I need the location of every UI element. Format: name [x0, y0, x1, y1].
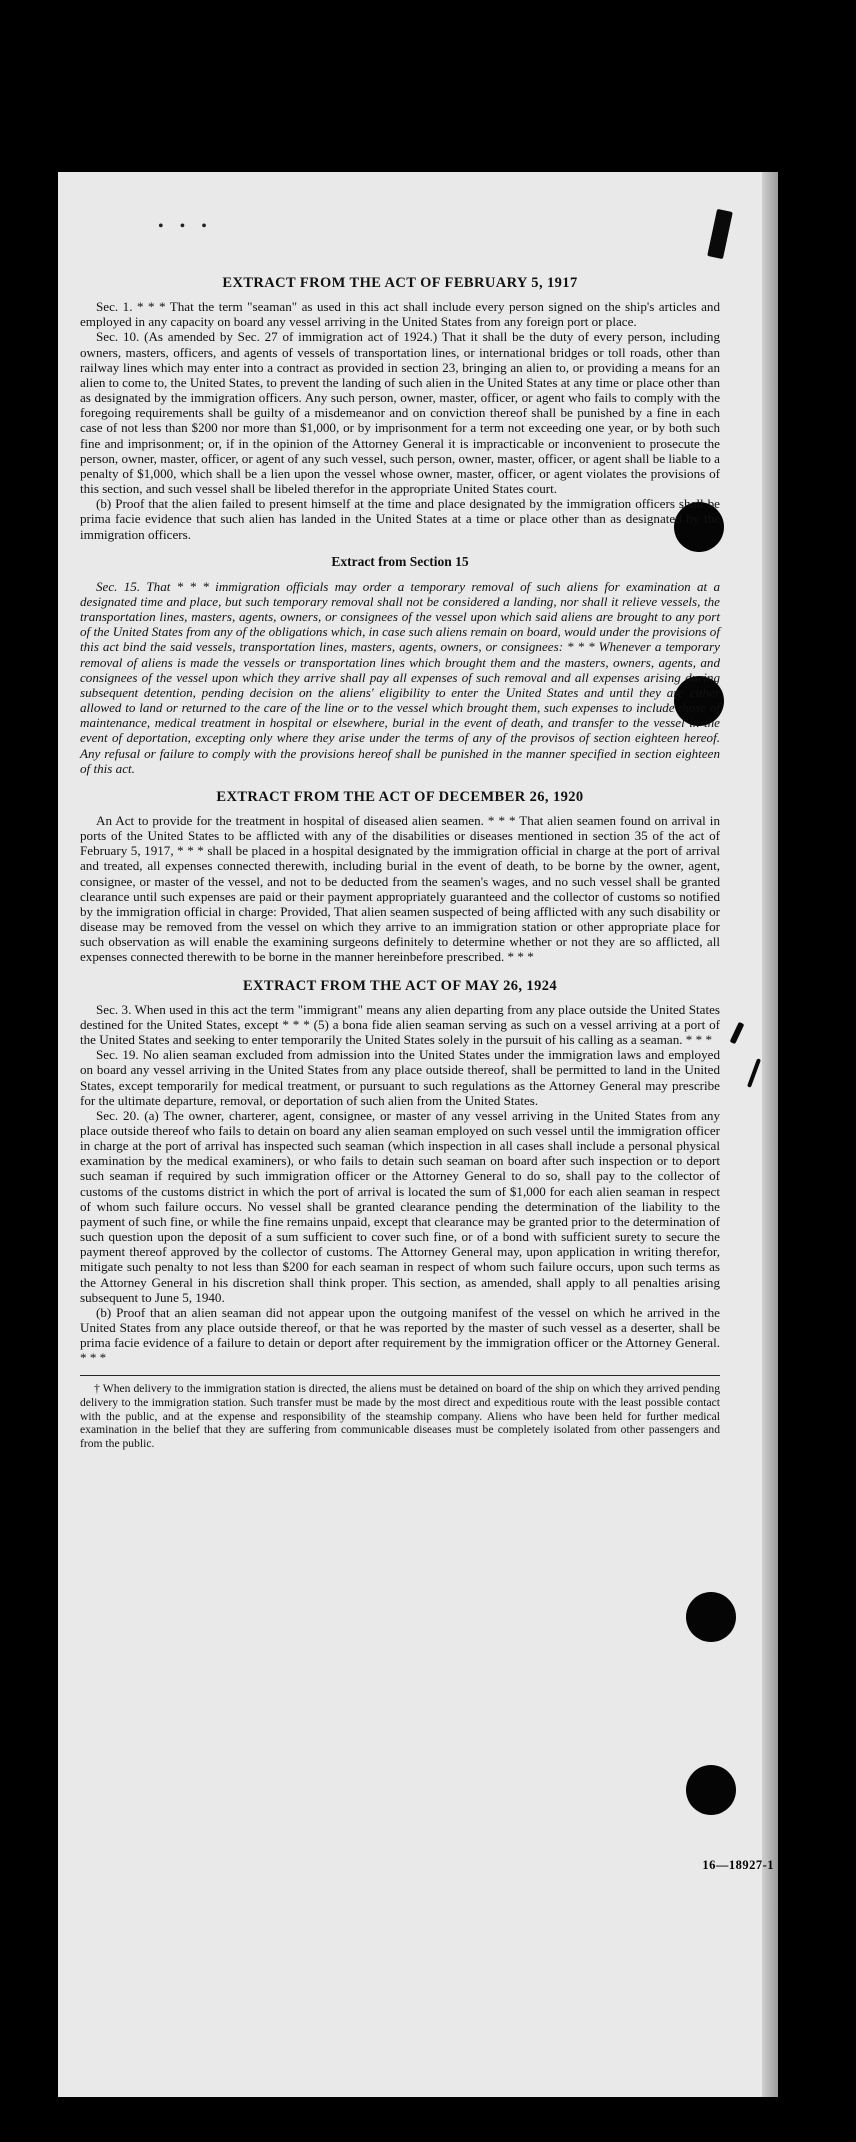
paragraph: Sec. 19. No alien seaman excluded from admission into the United States under the immigration laws and employed on board any vessel arriving in the United States from any place outside thereof, shall be permitted to land in the United States, except temporarily for medical treatment, or pursuant to such regulations as the Attorney General may prescribe for the ultimate departure, removal, or deportation of such alien from the United States.: [80, 1047, 720, 1108]
footnote-text: † When delivery to the immigration station is directed, the aliens must be detained on board of the ship on which they arrived pending delivery to the immigration station. Such transfer must be made by the most direct and expeditious route with the least possible contact with the public, and at the expense and responsibility of the steamship company. Aliens who have been held for further medical examination in the belief that they are suffering from communicable diseases must be completely isolated from other passengers and from the public.: [80, 1382, 720, 1450]
footnote: [80, 1382, 720, 1450]
paragraph: Sec. 20. (a) The owner, charterer, agent, consignee, or master of any vessel arriving in the United States from any place outside thereof who fails to detain on board any alien seaman employed on such vessel until the immigration officer in charge at the port of arrival has inspected such seaman (which inspection in all cases shall include a personal physical examination by the medical examiners), or who fails to detain such seaman on board after such inspection or to deport such seaman if required by such immigration officer or the Attorney General to do so, shall pay to the collector of customs of the customs district in which the port of arrival is located the sum of $1,000 for each alien seaman in respect of whom such failure occurs. No vessel shall be granted clearance pending the determination of the liability to the payment of such fine, or while the fine remains unpaid, except that clearance may be granted prior to the determination of such question upon the deposit of a sum sufficient to cover such fine, or of a bond with sufficient surety to secure the payment thereof approved by the collector of customs. The Attorney General may, upon application in writing therefor, mitigate such penalty to not less than $200 for each seaman in respect of whom such failure occurs, upon such terms as the Attorney General in his discretion shall think proper. This section, as amended, shall apply to all penalties arising subsequent to June 5, 1940.: [80, 1107, 720, 1305]
punch-hole: [686, 1592, 736, 1642]
form-number: 16—18927-1: [702, 1858, 774, 1872]
paragraph: An Act to provide for the treatment in hospital of diseased alien seamen. * * * That alien seamen found on arrival in ports of the United States to be afflicted with any of the disabilities or diseases mentioned in section 35 of the act of February 5, 1917, * * * shall be placed in a hospital designated by the immigration official in charge at the port of arrival and treated, all expenses connected therewith, including burial in the event of death, to be borne by the owner, agent, consignee, or master of the vessel, and not to be deducted from the seamen's wages, and no such vessel shall be granted clearance until such expenses are paid or their payment appropriately guaranteed and the collector of customs so notified by the immigration official in charge: Provided, That alien seamen suspected of being afflicted with any such disability or disease may be removed from the vessel on which they arrive to an immigration station or other appropriate place for such observation as will enable the examining surgeons definitely to determine whether or not they are so afflicted, all expenses connected therewith to be borne in the manner hereinbefore prescribed. * * *: [80, 813, 720, 965]
section-heading: EXTRACT FROM THE ACT OF MAY 26, 1924: [242, 977, 558, 994]
section-act-1920: [80, 790, 720, 965]
page-edge-shadow: [762, 172, 778, 2097]
stray-marks: • • •: [158, 218, 213, 235]
section-extract-15: [80, 554, 720, 776]
paragraph: Sec. 10. (As amended by Sec. 27 of immigration act of 1924.) That it shall be the duty of every person, including owners, masters, officers, and agents of vessels of transportation lines, or international bridges or toll roads, other than railway lines which may enter into a contract as provided in section 23, bringing an alien to, or providing a means for an alien to come to, the United States, to prevent the landing of such alien in the United States at any time or place other than as designated by the immigration officers. Any such person, owner, master, officer, or agent who fails to comply with the foregoing requirements shall be guilty of a misdemeanor and on conviction thereof shall be punished by a fine in each case of not less than $200 nor more than $1,000, or by imprisonment for a term not exceeding one year, or by both such fine and imprisonment; or, if in the opinion of the Attorney General it is impracticable or inconvenient to prosecute the person, owner, master, officer, or agent of any such vessel, such person, owner, master, officer, or agent shall be liable to a penalty of $1,000, which shall be a lien upon the vessel whose owner, master, officer, or agent violates the provisions of this section, and such vessel shall be libeled therefor in the appropriate United States court.: [80, 329, 720, 497]
section-act-1917: [80, 276, 720, 542]
paragraph: (b) Proof that the alien failed to present himself at the time and place designated by the immigration officers shall be prima facie evidence that such alien has landed in the United States at a time or place other than as designated by the immigration officers.: [80, 496, 720, 542]
section-heading: EXTRACT FROM THE ACT OF DECEMBER 26, 1920: [216, 788, 584, 805]
paragraph: (b) Proof that an alien seaman did not appear upon the outgoing manifest of the vessel on which he arrived in the United States from any place outside thereof, or that he was reported by the master of such vessel as a deserter, shall be prima facie evidence of a failure to detain or deport after requirement by the immigration officer or the Attorney General. * * *: [80, 1304, 720, 1366]
paragraph: Sec. 1. * * * That the term "seaman" as used in this act shall include every person signed on the ship's articles and employed in any capacity on board any vessel arriving in the United States from any foreign port or place.: [80, 299, 720, 330]
section-heading: Extract from Section 15: [331, 553, 469, 569]
punch-hole: [686, 1765, 736, 1815]
footnote-divider: [80, 1375, 720, 1376]
paragraph: Sec. 3. When used in this act the term "immigrant" means any alien departing from any place outside the United States destined for the United States, except * * * (5) a bona fide alien seaman serving as such on a vessel arriving at a port of the United States and seeking to enter temporarily the United States solely in the pursuit of his calling as a seaman. * * *: [80, 1001, 720, 1048]
section-heading: EXTRACT FROM THE ACT OF FEBRUARY 5, 1917: [222, 275, 578, 291]
document-body: [80, 270, 720, 1450]
paragraph: Sec. 15. That * * * immigration officials may order a temporary removal of such aliens for examination at a designated time and place, but such temporary removal shall not be considered a landing, nor shall it relieve vessels, the transportation lines, masters, agents, owners, or consignees of the vessel upon which said aliens are brought to any port of the United States from any of the obligations which, in case such aliens remain on board, would under the provisions of this act bind the said vessels, transportation lines, masters, agents, owners, or consignees: * * * Whenever a temporary removal of aliens is made the vessels or transportation lines which brought them and the masters, owners, agents, and consignees of the vessel upon which they arrive shall pay all expenses of such removal and all expenses arising during subsequent detention, pending decision on the aliens' eligibility to enter the United States and until they are either allowed to land or returned to the care of the line or to the vessel which brought them, such expenses to include those of maintenance, medical treatment in hospital or elsewhere, burial in the event of death, and transfer to the vessel in the event of deportation, excepting only where they arise under the terms of any of the provisos of section eighteen hereof. Any refusal or failure to comply with the provisions hereof shall be punished in the manner specified in section eighteen of this act.: [80, 578, 720, 776]
section-act-1924: [80, 979, 720, 1366]
